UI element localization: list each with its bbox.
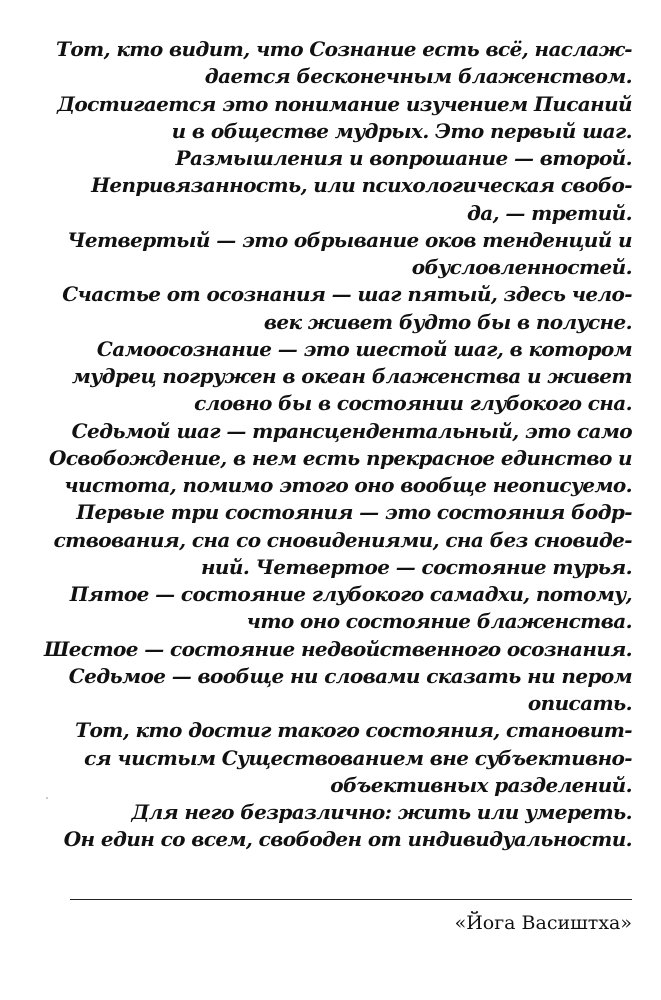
poem-line: Седьмое — вообще ни словами сказать ни пером [68,663,632,688]
poem-line: ся чистым Существованием вне субъективно- [84,745,632,770]
poem-line: Шестое — состояние недвойственного осознания. [44,636,632,661]
poem-line: Седьмой шаг — трансцендентальный, это само [71,418,632,443]
poem-line: обусловленностей. [411,255,632,279]
poem-line: что оно состояние блаженства. [246,609,632,634]
poem-line: Самоосознание — это шестой шаг, в котором [96,336,632,361]
poem-line: Пятое — состояние глубокого самадхи, потому, [69,582,632,606]
attribution: «Йога Васиштха» [454,912,632,934]
poem-text [40,36,632,854]
poem-line: и в обществе мудрых. Это первый шаг. [171,118,632,143]
poem-line: Первые три состояния — это состояния бодр- [76,500,632,525]
poem-line: Тот, кто видит, что Сознание есть всё, наслаж- [56,37,632,61]
poem-line: Размышления и вопрошание — второй. [175,146,632,170]
poem-line: Достигается это понимание изучением Писаний [57,91,632,116]
poem-line: словно бы в состоянии глубокого сна. [194,391,632,416]
poem-line: ствования, сна со сновидениями, сна без сновиде- [53,527,632,552]
poem-line: Счастье от осознания — шаг пятый, здесь чело- [62,282,632,307]
poem-line: Он един со всем, свободен от индивидуальности. [63,827,632,852]
poem-line: век живет будто бы в полусне. [263,309,632,334]
poem-line: Тот, кто достиг такого состояния, становит- [75,718,632,743]
poem-line: дается бесконечным блаженством. [204,64,632,89]
poem-line: ний. Четвертое — состояние турья. [200,554,632,579]
poem-line: Непривязанность, или психологическая свобо- [91,173,632,198]
poem-line: Для него безразлично: жить или умереть. [131,800,632,824]
poem-line: Освобождение, в нем есть прекрасное единство и [49,445,632,470]
poem-line: да, — третий. [466,200,632,225]
poem-line: Четвертый — это обрывание оков тенденций и [67,227,632,252]
scan-speck [46,797,48,799]
poem-line: описать. [527,691,632,715]
poem-line: объективных разделений. [330,772,632,797]
divider-rule [70,899,632,900]
poem-line: мудрец погружен в океан блаженства и живет [71,364,632,388]
poem-line: чистота, помимо этого оно вообще неописуемо. [64,473,632,497]
